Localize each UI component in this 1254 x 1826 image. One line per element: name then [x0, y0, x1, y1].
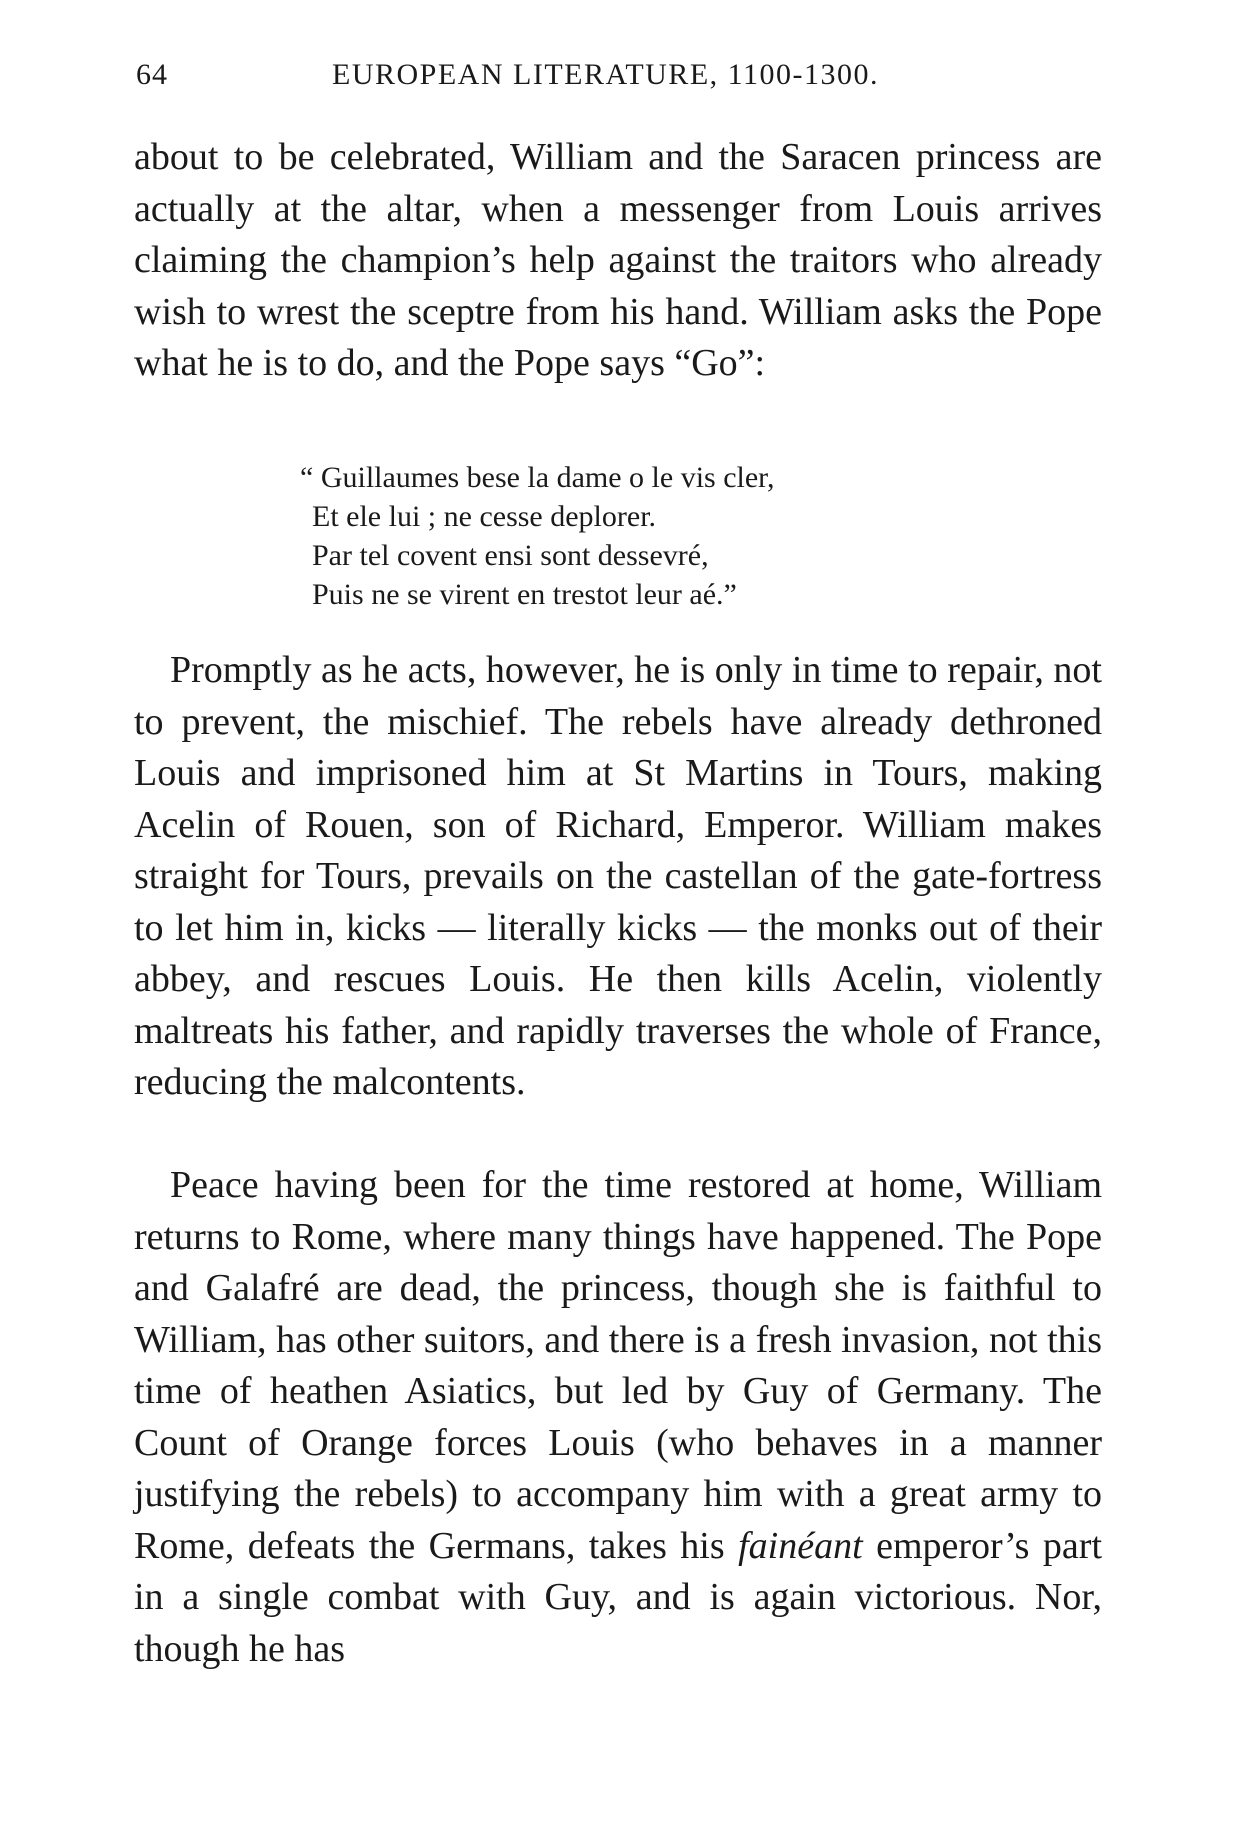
verse-line-4: Puis ne se virent en trestot leur aé.” [312, 578, 737, 611]
paragraph-1: about to be celebrated, William and the Saracen princess are actually at the altar, when a messenger from Louis arrives claiming the champion’s help against the traitors who already wish to wrest the sceptre from his hand. William asks the Pope what he is to do, and the Pope says “Go”: [134, 136, 1102, 384]
verse-line-3: Par tel covent ensi sont dessevré, [312, 539, 709, 572]
page-number: 64 [136, 58, 168, 91]
verse-line-2: Et ele lui ; ne cesse deplorer. [312, 500, 657, 533]
running-head [136, 58, 1096, 98]
verse-line-1: “ Guillaumes bese la dame o le vis cler, [300, 461, 775, 494]
paragraph-2: Promptly as he acts, however, he is only in time to repair, not to prevent, the mischief. The rebels have already dethroned Louis and imprisoned him at St Martins in Tours, making Acelin of Rouen, son of Richard, Emperor. William makes straight for Tours, prevails on the castellan of the gate-fortress to let him in, kicks — literally kicks — the monks out of their abbey, and rescues Louis. He then kills Acelin, violently maltreats his father, and rapidly traverses the whole of France, reducing the malcontents. [134, 649, 1102, 1103]
paragraph-3-part-1: Peace having been for the time restored at home, William returns to Rome, where many things have happened. The Pope and Galafré are dead, the princess, though she is faithful to William, has other suitors, and there is a fresh invasion, not this time of heathen Asiatics, but led by Guy of Germany. The Count of Orange forces Louis (who behaves in a manner justifying the rebels) to accompany him with a great army to Rome, defeats the Germans, takes his [134, 1164, 1102, 1567]
running-title: EUROPEAN LITERATURE, 1100-1300. [332, 58, 880, 91]
verse-quotation [300, 458, 774, 614]
italic-word-faineant: fainéant [738, 1524, 863, 1567]
paragraph-3 [134, 1160, 1102, 1675]
paragraph-3-part-2: emperor’s part in a single combat with Guy, and is again victorious. Nor, though he has [134, 1524, 1102, 1670]
